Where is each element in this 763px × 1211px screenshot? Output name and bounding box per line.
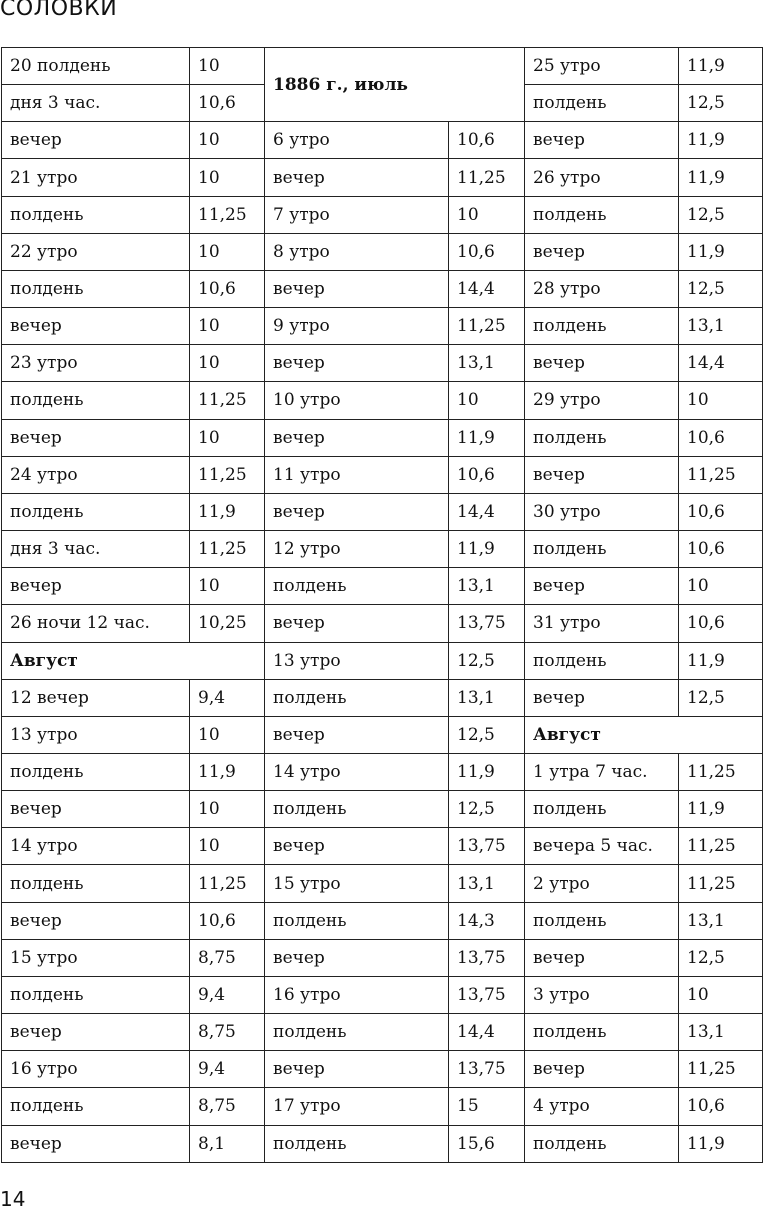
table-cell: 12,5 xyxy=(679,196,763,233)
table-cell: 17 утро xyxy=(265,1088,449,1125)
section-heading-cell: Август xyxy=(525,716,763,753)
table-cell: 29 утро xyxy=(525,382,679,419)
table-cell: 6 утро xyxy=(265,122,449,159)
table-cell: 11,25 xyxy=(679,456,763,493)
section-heading-cell: Август xyxy=(2,642,265,679)
table-cell: 10,6 xyxy=(679,493,763,530)
table-cell: 11,9 xyxy=(679,1125,763,1162)
table-row xyxy=(2,122,763,159)
table-cell: 4 утро xyxy=(525,1088,679,1125)
table-cell: вечер xyxy=(525,233,679,270)
table-cell: 2 утро xyxy=(525,865,679,902)
table-cell: 11,25 xyxy=(190,196,265,233)
table-cell: полдень xyxy=(265,679,449,716)
table-cell: полдень xyxy=(2,753,190,790)
table-cell: 10,6 xyxy=(449,233,525,270)
table-cell: полдень xyxy=(265,791,449,828)
table-cell: 26 ночи 12 час. xyxy=(2,605,190,642)
table-cell: 13,75 xyxy=(449,1051,525,1088)
table-cell: 13,75 xyxy=(449,605,525,642)
running-head: СОЛОВКИ xyxy=(0,0,118,21)
table-row xyxy=(2,456,763,493)
table-cell: 10 xyxy=(190,419,265,456)
table-cell: 10,6 xyxy=(190,85,265,122)
table-cell: 14,4 xyxy=(679,345,763,382)
table-cell: 10,6 xyxy=(679,605,763,642)
table-cell: полдень xyxy=(2,865,190,902)
table-cell: 26 утро xyxy=(525,159,679,196)
table-cell: вечер xyxy=(265,828,449,865)
table-cell: 12,5 xyxy=(449,791,525,828)
table-row xyxy=(2,1014,763,1051)
table-cell: 13,1 xyxy=(679,1014,763,1051)
table-cell: 11,25 xyxy=(679,753,763,790)
table-cell: полдень xyxy=(2,196,190,233)
table-cell: 10 xyxy=(190,122,265,159)
table-cell: 10 xyxy=(190,791,265,828)
table-cell: 13,75 xyxy=(449,976,525,1013)
table-cell: 31 утро xyxy=(525,605,679,642)
table-row xyxy=(2,233,763,270)
table-cell: полдень xyxy=(265,902,449,939)
section-heading-cell: 1886 г., июль xyxy=(265,48,525,122)
table-row xyxy=(2,1088,763,1125)
table-row xyxy=(2,791,763,828)
table-cell: вечер xyxy=(265,419,449,456)
table-cell: вечер xyxy=(2,419,190,456)
table-body xyxy=(2,48,763,1163)
table-cell: 12,5 xyxy=(449,716,525,753)
table-row xyxy=(2,753,763,790)
table-cell: вечер xyxy=(525,122,679,159)
table-cell: 8,1 xyxy=(190,1125,265,1162)
table-cell: 10 xyxy=(449,196,525,233)
temperature-table xyxy=(1,47,763,1163)
table-cell: 13,1 xyxy=(449,865,525,902)
table-cell: вечер xyxy=(2,1125,190,1162)
table-row xyxy=(2,1051,763,1088)
table-cell: полдень xyxy=(265,1014,449,1051)
table-cell: 14 утро xyxy=(2,828,190,865)
table-cell: 10,6 xyxy=(449,122,525,159)
table-cell: 10 xyxy=(190,48,265,85)
table-cell: вечер xyxy=(2,791,190,828)
table-row xyxy=(2,679,763,716)
table-cell: 11,9 xyxy=(449,419,525,456)
table-cell: 11,25 xyxy=(679,828,763,865)
table-cell: 7 утро xyxy=(265,196,449,233)
table-cell: 10 xyxy=(190,233,265,270)
table-cell: 13,1 xyxy=(679,308,763,345)
table-cell: 23 утро xyxy=(2,345,190,382)
table-row xyxy=(2,605,763,642)
table-cell: 14,4 xyxy=(449,493,525,530)
table-row xyxy=(2,308,763,345)
table-cell: полдень xyxy=(265,1125,449,1162)
table-cell: полдень xyxy=(2,382,190,419)
table-cell: дня 3 час. xyxy=(2,85,190,122)
table-cell: 8 утро xyxy=(265,233,449,270)
table-cell: 11,9 xyxy=(449,531,525,568)
table-cell: 15 утро xyxy=(265,865,449,902)
table-row xyxy=(2,345,763,382)
table-cell: 11 утро xyxy=(265,456,449,493)
table-cell: 11,25 xyxy=(449,308,525,345)
table-cell: полдень xyxy=(265,568,449,605)
table-cell: полдень xyxy=(2,493,190,530)
table-cell: 10 xyxy=(449,382,525,419)
table-cell: 24 утро xyxy=(2,456,190,493)
table-cell: 25 утро xyxy=(525,48,679,85)
table-cell: 28 утро xyxy=(525,270,679,307)
table-cell: 12,5 xyxy=(679,939,763,976)
table-cell: 21 утро xyxy=(2,159,190,196)
table-cell: вечер xyxy=(2,122,190,159)
table-cell: 9 утро xyxy=(265,308,449,345)
table-cell: полдень xyxy=(525,308,679,345)
table-cell: 13,1 xyxy=(449,679,525,716)
table-cell: 12,5 xyxy=(449,642,525,679)
table-cell: 11,25 xyxy=(449,159,525,196)
table-row xyxy=(2,902,763,939)
table-cell: 10 xyxy=(679,382,763,419)
table-cell: вечер xyxy=(525,345,679,382)
table-cell: 14,3 xyxy=(449,902,525,939)
table-cell: 10 xyxy=(190,568,265,605)
table-cell: 11,9 xyxy=(190,753,265,790)
table-cell: полдень xyxy=(525,1014,679,1051)
table-cell: полдень xyxy=(525,419,679,456)
table-cell: вечер xyxy=(2,1014,190,1051)
table-cell: 11,9 xyxy=(679,642,763,679)
table-cell: 13,75 xyxy=(449,828,525,865)
table-cell: полдень xyxy=(525,642,679,679)
table-cell: 8,75 xyxy=(190,1088,265,1125)
table-cell: полдень xyxy=(525,1125,679,1162)
table-cell: полдень xyxy=(2,1088,190,1125)
table-cell: 11,9 xyxy=(190,493,265,530)
table-cell: 15 утро xyxy=(2,939,190,976)
table-cell: вечер xyxy=(2,308,190,345)
table-row xyxy=(2,642,763,679)
table-cell: 30 утро xyxy=(525,493,679,530)
table-cell: 10,25 xyxy=(190,605,265,642)
table-row xyxy=(2,828,763,865)
table-cell: 10 утро xyxy=(265,382,449,419)
table-cell: 13,1 xyxy=(449,568,525,605)
table-cell: 12,5 xyxy=(679,270,763,307)
table-cell: 11,9 xyxy=(679,233,763,270)
table-row xyxy=(2,865,763,902)
table-cell: полдень xyxy=(525,85,679,122)
table-cell: вечер xyxy=(525,939,679,976)
table-cell: 11,9 xyxy=(449,753,525,790)
table-cell: 10 xyxy=(190,828,265,865)
table-row xyxy=(2,493,763,530)
table-cell: 10 xyxy=(190,716,265,753)
table-cell: вечер xyxy=(265,605,449,642)
table-cell: 10 xyxy=(679,976,763,1013)
table-cell: 11,25 xyxy=(679,1051,763,1088)
table-row xyxy=(2,716,763,753)
table-cell: 14 утро xyxy=(265,753,449,790)
table-cell: 10,6 xyxy=(190,270,265,307)
table-cell: полдень xyxy=(2,270,190,307)
table-cell: 11,25 xyxy=(679,865,763,902)
table-cell: 11,9 xyxy=(679,48,763,85)
table-cell: 3 утро xyxy=(525,976,679,1013)
table-cell: дня 3 час. xyxy=(2,531,190,568)
table-cell: 14,4 xyxy=(449,270,525,307)
table-row xyxy=(2,48,763,85)
table-cell: 11,25 xyxy=(190,456,265,493)
table-cell: вечера 5 час. xyxy=(525,828,679,865)
table-cell: 12 вечер xyxy=(2,679,190,716)
table-cell: 14,4 xyxy=(449,1014,525,1051)
table-cell: вечер xyxy=(525,1051,679,1088)
table-cell: 13 утро xyxy=(2,716,190,753)
table-cell: 10 xyxy=(190,159,265,196)
table-cell: вечер xyxy=(265,939,449,976)
table-row xyxy=(2,1125,763,1162)
table-cell: 9,4 xyxy=(190,976,265,1013)
table-cell: вечер xyxy=(525,456,679,493)
table-cell: полдень xyxy=(525,196,679,233)
table-cell: вечер xyxy=(265,270,449,307)
table-cell: 13 утро xyxy=(265,642,449,679)
table-cell: 1 утра 7 час. xyxy=(525,753,679,790)
table-cell: 11,25 xyxy=(190,531,265,568)
table-cell: вечер xyxy=(265,159,449,196)
table-cell: вечер xyxy=(2,902,190,939)
table-cell: 10,6 xyxy=(679,419,763,456)
table-row xyxy=(2,159,763,196)
table-cell: полдень xyxy=(525,791,679,828)
table-cell: вечер xyxy=(2,568,190,605)
table-cell: 16 утро xyxy=(2,1051,190,1088)
table-row xyxy=(2,939,763,976)
table-cell: 11,25 xyxy=(190,382,265,419)
table-cell: 12,5 xyxy=(679,679,763,716)
table-cell: 12,5 xyxy=(679,85,763,122)
table-cell: полдень xyxy=(525,902,679,939)
table-cell: 10 xyxy=(190,345,265,382)
table-row xyxy=(2,531,763,568)
table-cell: вечер xyxy=(525,679,679,716)
table-cell: 13,75 xyxy=(449,939,525,976)
table-row xyxy=(2,976,763,1013)
table-cell: 22 утро xyxy=(2,233,190,270)
table-cell: 20 полдень xyxy=(2,48,190,85)
table-cell: вечер xyxy=(525,568,679,605)
table-cell: 16 утро xyxy=(265,976,449,1013)
table-cell: вечер xyxy=(265,716,449,753)
table-cell: вечер xyxy=(265,345,449,382)
table-row xyxy=(2,196,763,233)
table-cell: 11,9 xyxy=(679,791,763,828)
table-cell: 10 xyxy=(679,568,763,605)
table-cell: 9,4 xyxy=(190,679,265,716)
table-cell: 12 утро xyxy=(265,531,449,568)
table-cell: 10,6 xyxy=(449,456,525,493)
table-cell: 15,6 xyxy=(449,1125,525,1162)
table-cell: 11,9 xyxy=(679,122,763,159)
table-cell: 8,75 xyxy=(190,1014,265,1051)
table-cell: 11,9 xyxy=(679,159,763,196)
table-cell: полдень xyxy=(2,976,190,1013)
table-cell: 10,6 xyxy=(679,1088,763,1125)
table-cell: 8,75 xyxy=(190,939,265,976)
table-cell: 13,1 xyxy=(449,345,525,382)
table-cell: 10,6 xyxy=(679,531,763,568)
table-cell: 9,4 xyxy=(190,1051,265,1088)
table-cell: 10 xyxy=(190,308,265,345)
page-number: 14 xyxy=(0,1187,26,1211)
table-row xyxy=(2,270,763,307)
table-row xyxy=(2,419,763,456)
table-cell: полдень xyxy=(525,531,679,568)
table-row xyxy=(2,382,763,419)
table-cell: 10,6 xyxy=(190,902,265,939)
table-row xyxy=(2,568,763,605)
table-cell: вечер xyxy=(265,1051,449,1088)
table-cell: 15 xyxy=(449,1088,525,1125)
table-cell: 13,1 xyxy=(679,902,763,939)
table-cell: 11,25 xyxy=(190,865,265,902)
table-cell: вечер xyxy=(265,493,449,530)
